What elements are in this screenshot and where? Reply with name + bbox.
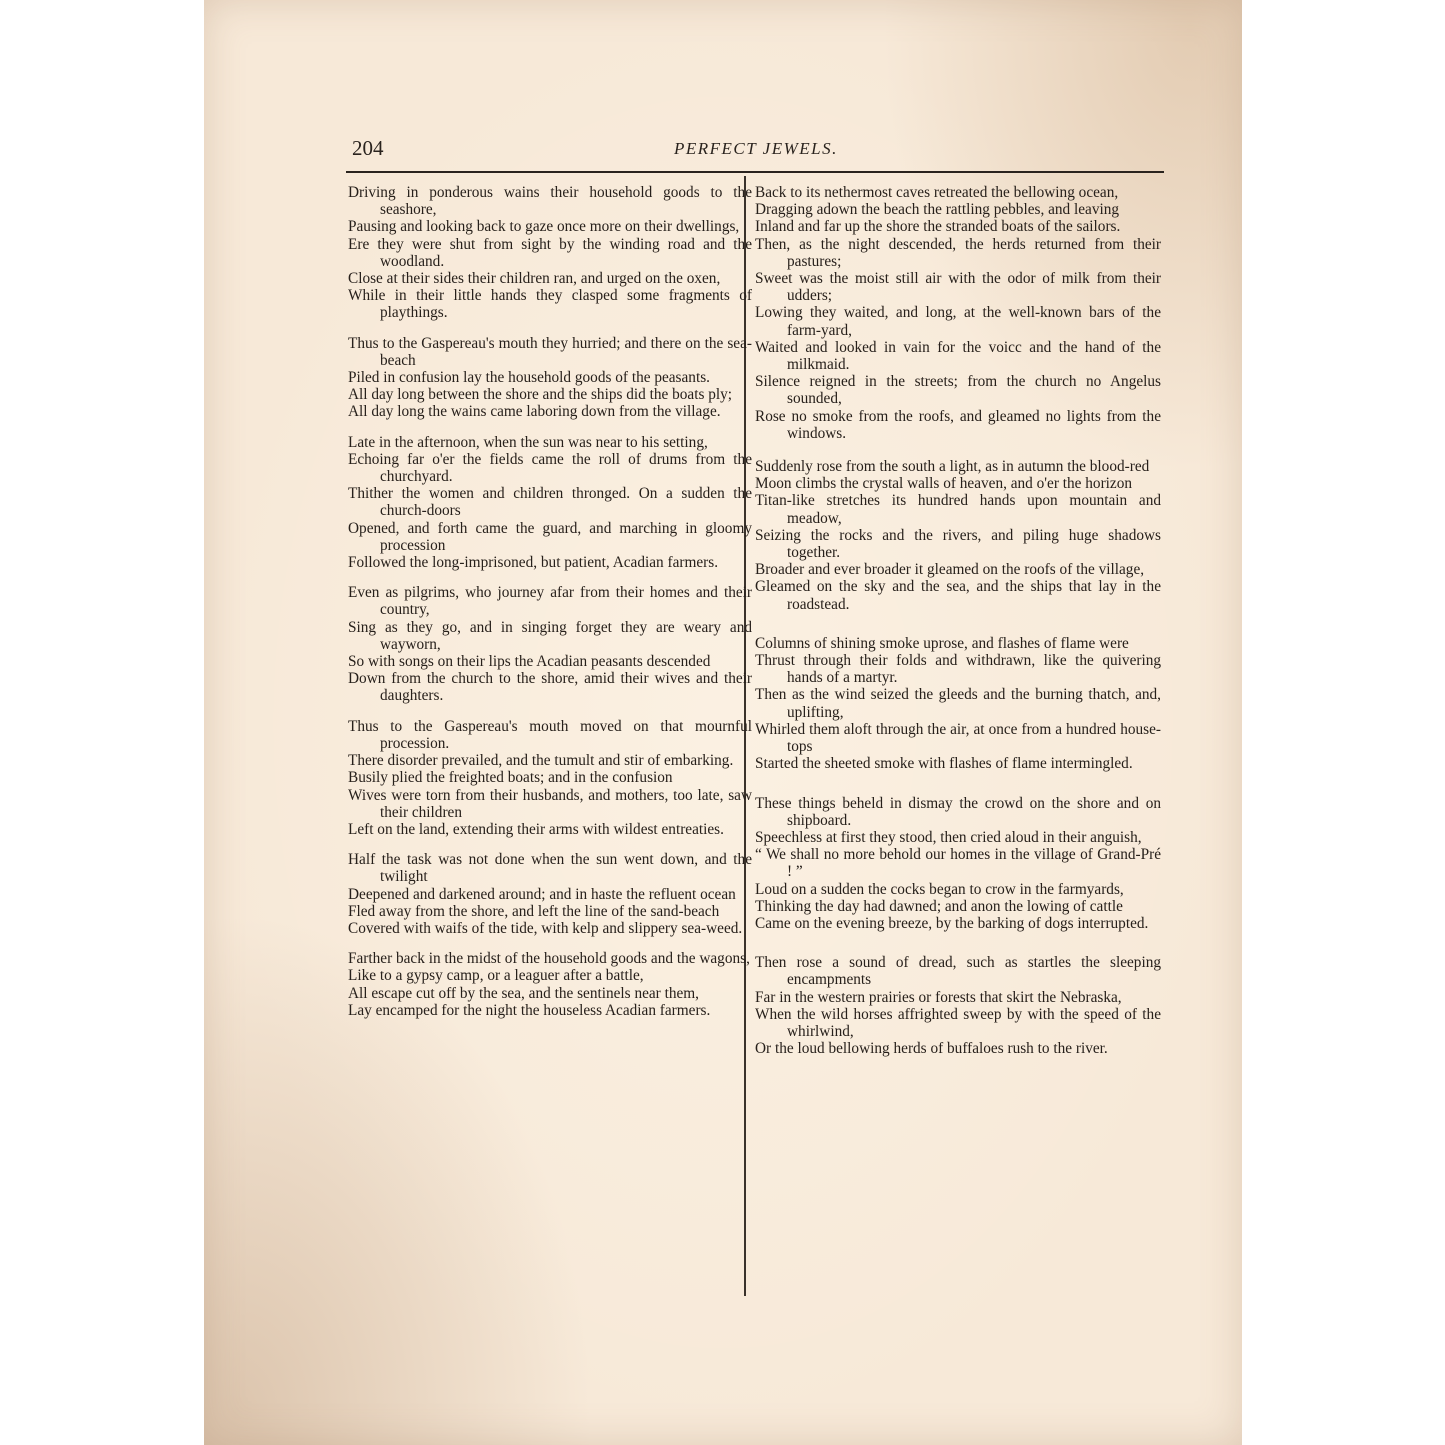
verse-line: Ere they were shut from sight by the winding road and the woodland. [348,235,752,270]
verse-line: Far in the western prairies or forests that skirt the Nebraska, [755,988,1122,1006]
verse-line: All day long the wains came laboring down from the village. [348,403,721,421]
verse-line: Sing as they go, and in singing forget they are weary and wayworn, [348,618,752,653]
verse-line: Suddenly rose from the south a light, as in autumn the blood-red [755,458,1150,476]
stanza [348,335,752,421]
verse-line: Thinking the day had dawned; and anon the lowing of cattle [755,897,1123,915]
page-header [352,136,1164,166]
verse-line: Echoing far o'er the fields came the roll of drums from the churchyard. [348,450,752,486]
verse-line: So with songs on their lips the Acadian peasants descended [348,653,711,671]
stanza [755,635,1161,773]
verse-line: Dragging adown the beach the rattling pebbles, and leaving [755,201,1120,219]
verse-line: Then rose a sound of dread, such as startles the sleeping encampments [755,954,1161,989]
stanza [348,950,752,1019]
verse-line: Seizing the rocks and the rivers, and piling huge shadows together. [755,526,1161,562]
verse-line: Gleamed on the sky and the sea, and the ships that lay in the roadstead. [755,578,1161,613]
verse-line: Sweet was the moist still air with the odor of milk from their udders; [755,270,1161,305]
verse-line: Deepened and darkened around; and in haste the refluent ocean [348,885,736,903]
verse-line: Pausing and looking back to gaze once more on their dwellings, [348,218,740,236]
verse-line: Rose no smoke from the roofs, and gleamed no lights from the windows. [755,407,1161,442]
verse-line: All escape cut off by the sea, and the sentinels near them, [348,984,699,1002]
verse-line: Covered with waifs of the tide, with kelp and slippery sea-weed. [348,919,743,937]
verse-line: Close at their sides their children ran, and urged on the oxen, [348,270,721,288]
verse-line: Titan-like stretches its hundred hands upon mountain and meadow, [755,492,1161,527]
verse-line: Left on the land, extending their arms with wildest entreaties. [348,820,724,838]
verse-line: Columns of shining smoke uprose, and flashes of flame were [755,634,1129,652]
verse-line: Loud on a sudden the cocks began to crow in the farmyards, [755,880,1124,898]
verse-line: Then as the wind seized the gleeds and the burning thatch, and, uplifting, [755,686,1161,721]
verse-line: Back to its nethermost caves retreated the bellowing ocean, [755,184,1119,201]
verse-line: Opened, and forth came the guard, and marching in gloomy procession [348,519,752,554]
verse-line: While in their little hands they clasped some fragments of playthings. [348,287,752,322]
verse-line: Inland and far up the shore the stranded boats of the sailors. [755,218,1121,236]
verse-line: Silence reigned in the streets; from the church no Angelus sounded, [755,373,1161,408]
verse-line: Lay encamped for the night the houseless Acadian farmers. [348,1001,711,1019]
verse-line: Late in the afternoon, when the sun was near to his setting, [348,433,708,451]
stanza [755,954,1161,1057]
verse-line: Whirled them aloft through the air, at once from a hundred house-tops [755,720,1161,756]
verse-line: Came on the evening breeze, by the barking of dogs interrupted. [755,914,1149,932]
stanza [348,184,752,322]
verse-line: Thither the women and children thronged. On a sudden the church-doors [348,485,752,520]
verse-line: “ We shall no more behold our homes in the village of Grand-Pré ! ” [755,846,1161,881]
verse-line: Even as pilgrims, who journey afar from their homes and their country, [348,584,752,619]
verse-line: Half the task was not done when the sun went down, and the twilight [348,851,752,886]
verse-line: Like to a gypsy camp, or a leaguer after a battle, [348,967,644,985]
verse-line: When the wild horses affrighted sweep by with the speed of the whirlwind, [755,1005,1161,1040]
verse-line: Thrust through their folds and withdrawn, like the quivering hands of a martyr. [755,652,1161,687]
left-column [348,184,752,1019]
verse-line: Farther back in the midst of the household goods and the wagons, [348,950,750,968]
verse-line: Busily plied the freighted boats; and in the confusion [348,769,673,787]
verse-line: Speechless at first they stood, then cried aloud in their anguish, [755,828,1142,846]
stanza [755,184,1161,442]
verse-line: Piled in confusion lay the household goods of the peasants. [348,369,710,387]
verse-line: Then, as the night descended, the herds returned from their pastures; [755,235,1161,270]
header-rule [346,171,1164,173]
verse-line: Thus to the Gaspereau's mouth moved on that mournful procession. [348,717,752,752]
stanza [348,851,752,937]
stanza [755,458,1161,613]
verse-line: These things beheld in dismay the crowd on the shore and on shipboard. [755,794,1161,829]
verse-line: Wives were torn from their husbands, and mothers, too late, saw their children [348,786,752,821]
verse-line: Followed the long-imprisoned, but patient, Acadian farmers. [348,554,719,572]
stanza [348,718,752,838]
verse-line: Thus to the Gaspereau's mouth they hurried; and there on the sea-beach [348,334,752,369]
stanza [755,795,1161,933]
verse-line: Started the sheeted smoke with flashes of flame intermingled. [755,755,1133,773]
verse-line: All day long between the shore and the ships did the boats ply; [348,386,733,404]
verse-line: Driving in ponderous wains their household goods to the seashore, [348,184,752,219]
running-title: PERFECT JEWELS. [674,139,838,158]
right-column [755,184,1161,1057]
verse-line: Moon climbs the crystal walls of heaven, and o'er the horizon [755,475,1132,493]
verse-line: Or the loud bellowing herds of buffaloes rush to the river. [755,1040,1108,1058]
verse-line: Lowing they waited, and long, at the well-known bars of the farm-yard, [755,304,1161,339]
verse-line: Fled away from the shore, and left the line of the sand-beach [348,902,720,920]
verse-line: Waited and looked in vain for the voicc and the hand of the milkmaid. [755,338,1161,374]
stanza [348,584,752,704]
page-number: 204 [352,136,384,160]
verse-line: Down from the church to the shore, amid their wives and their daughters. [348,670,752,705]
verse-line: Broader and ever broader it gleamed on the roofs of the village, [755,561,1145,579]
verse-line: There disorder prevailed, and the tumult and stir of embarking. [348,752,734,770]
stanza [348,434,752,572]
